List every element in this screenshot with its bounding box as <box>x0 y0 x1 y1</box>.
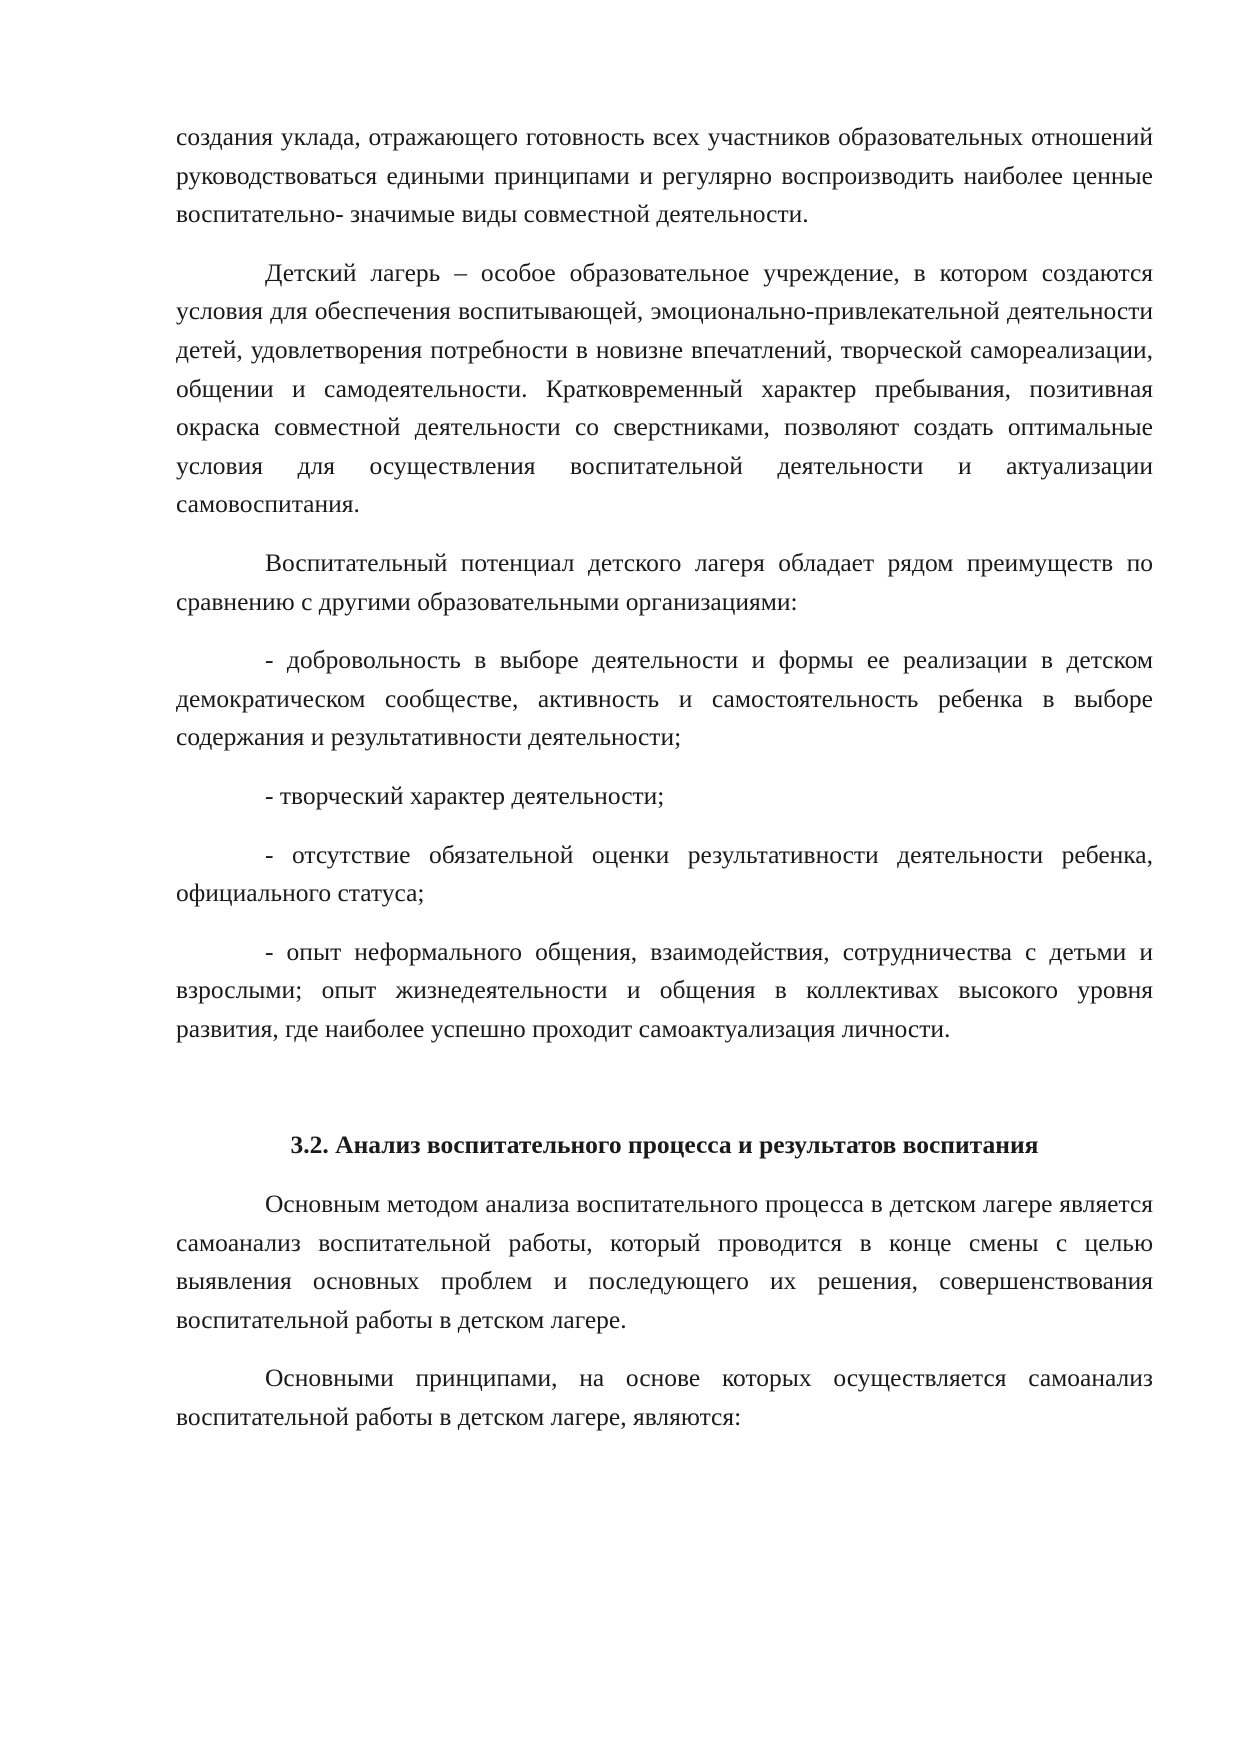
list-item-no-mandatory-evaluation: - отсутствие обязательной оценки результативности деятельности ребенка, официального статуса; <box>176 839 1153 908</box>
paragraph-continuation: создания уклада, отражающего готовность всех участников образовательных отношений руководствоваться едиными принципами и регулярно воспроизводить наиболее ценные воспитательно- значимые виды совместной деятельности. <box>176 122 1153 229</box>
section-heading: 3.2. Анализ воспитательного процесса и результатов воспитания <box>290 1130 1039 1160</box>
paragraph-camp-description: Детский лагерь – особое образовательное учреждение, в котором создаются условия для обеспечения воспитывающей, эмоционально-привлекательной деятельности детей, удовлетворения потребности в новизне впечатлений, творческой самореализации, общении и самодеятельности. Кратковременный характер пребывания, позитивная окраска совместной деятельности со сверстниками, позволяют создать оптимальные условия для осуществления воспитательной деятельности и актуализации самовоспитания. <box>176 257 1153 519</box>
paragraph-analysis-principles: Основными принципами, на основе которых осуществляется самоанализ воспитательной работы в детском лагере, являются: <box>176 1363 1153 1432</box>
list-item-informal-communication: - опыт неформального общения, взаимодействия, сотрудничества с детьми и взрослыми; опыт жизнедеятельности и общения в коллективах высокого уровня развития, где наиболее успешно проходит самоактуализация личности. <box>176 936 1153 1043</box>
list-item-creative-character: - творческий характер деятельности; <box>265 780 665 810</box>
paragraph-analysis-method: Основным методом анализа воспитательного процесса в детском лагере является самоанализ воспитательной работы, который проводится в конце смены с целью выявления основных проблем и последующего их решения, совершенствования воспитательной работы в детском лагере. <box>176 1189 1153 1334</box>
list-item-voluntariness: - добровольность в выборе деятельности и формы ее реализации в детском демократическом сообществе, активность и самостоятельность ребенка в выборе содержания и результативности деятельности; <box>176 645 1153 752</box>
document-page <box>176 118 1153 1457</box>
paragraph-educational-potential: Воспитательный потенциал детского лагеря обладает рядом преимуществ по сравнению с другими образовательными организациями: <box>176 547 1153 616</box>
